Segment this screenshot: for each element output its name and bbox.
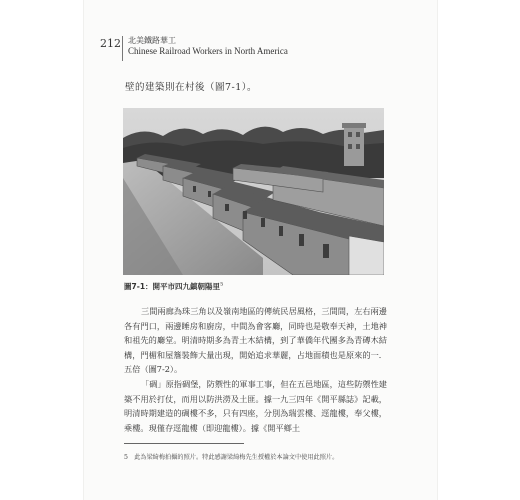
body-text — [124, 304, 387, 435]
footnote-rule — [124, 443, 244, 444]
caption-footnote-marker: 5 — [220, 281, 224, 288]
figure-caption — [124, 281, 223, 292]
book-title-chinese: 北美鐵路華工 — [128, 36, 176, 45]
intro-line: 壁的建築則在村後（圖7-1）。 — [125, 82, 258, 93]
header-divider — [122, 36, 123, 61]
page-number: 212 — [100, 37, 121, 50]
caption-label: 圖7-1：開平市四九鎮朝陽里 — [124, 282, 221, 291]
paragraph: 「碉」原指碉堡，防禦性的軍事工事，但在五邑地區，這些防禦性建築不用於打仗，而用以防洪澇及土匪。據一九三四年《開平縣誌》記載，明清時期建造的碉樓不多，只有四座，分別為瑞雲樓、逕龍樓，奉父樓，乘樓。現僅存逕龍樓（即迎龍樓）。據《開平鄉土 — [124, 378, 387, 433]
village-photograph — [123, 108, 384, 275]
paragraph: 三間兩廊為珠三角以及嶺南地區的傳統民居風格，三間間，左右兩邊各有門口，兩邊睡房和廚房，中間為會客廳，同時也是敬奉天神，土地神和祖先的廳堂。明清時期多為青土木結構，到了華僑年代團多為青磚木結構，門楣和屋簷裝飾大量出現，開始追求華麗，占地面積也是原來的一．五倍（圖7-2）。 — [124, 306, 387, 375]
footnote: 5 此為梁綺梅拍攝的照片。特此感謝梁綺梅先生授權於本論文中使用此照片。 — [124, 454, 339, 461]
book-title-english: Chinese Railroad Workers in North America — [128, 46, 288, 56]
